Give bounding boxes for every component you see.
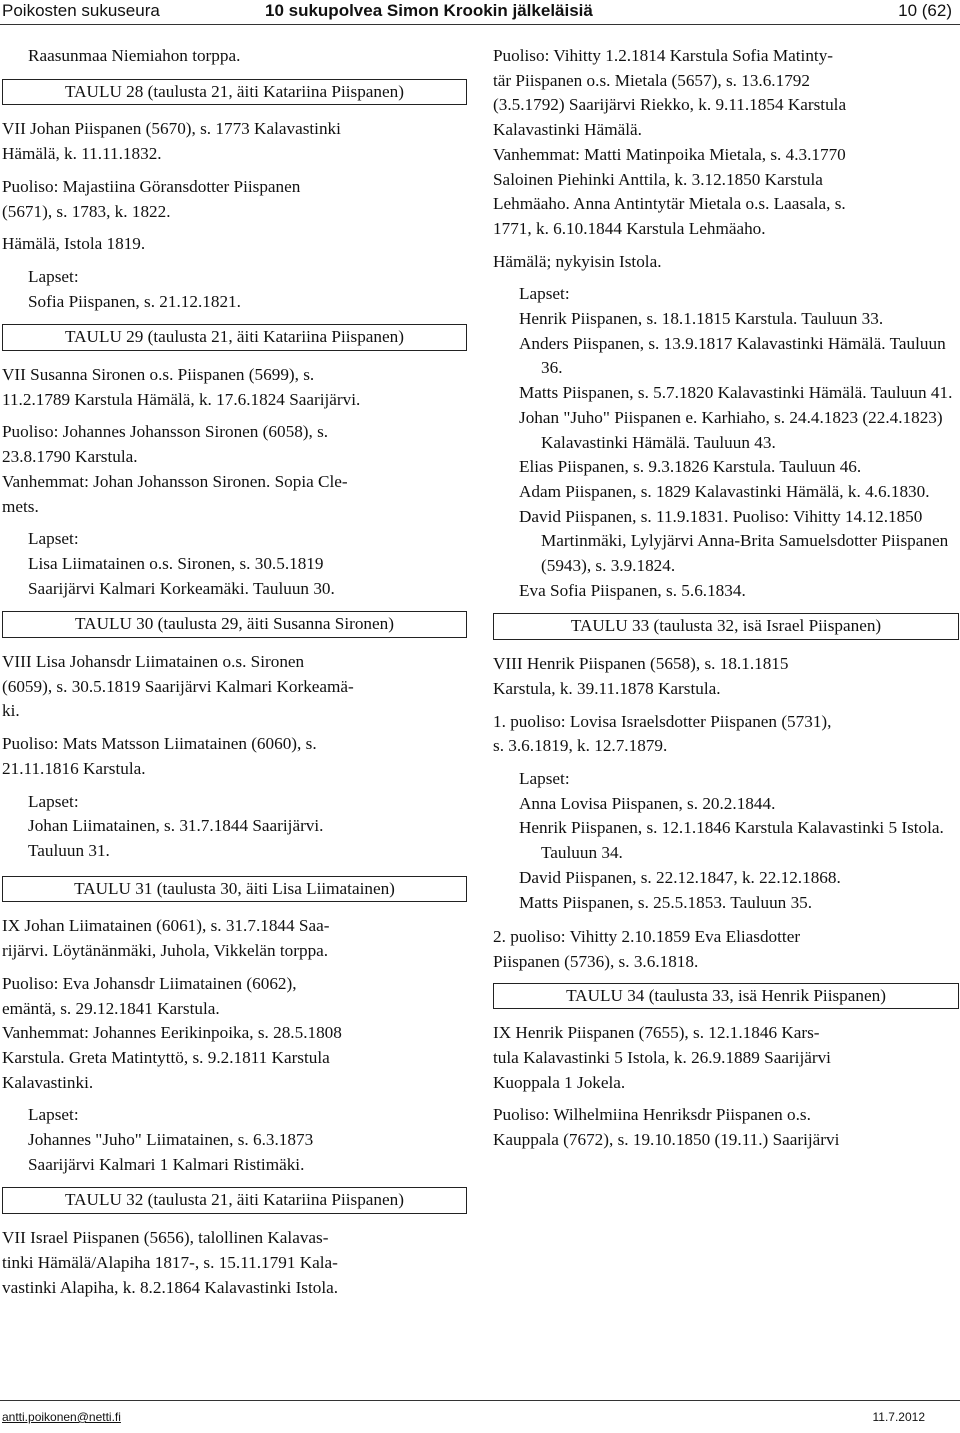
table-29-heading: TAULU 29 (taulusta 21, äiti Katariina Piispanen): [2, 324, 467, 351]
footer-date: 11.7.2012: [872, 1410, 925, 1424]
header-title: 10 sukupolvea Simon Krookin jälkeläisiä: [265, 1, 593, 20]
table-32-heading: TAULU 32 (taulusta 21, äiti Katariina Piispanen): [2, 1187, 467, 1214]
right-column: [493, 44, 959, 1161]
table-28-place: Hämälä, Istola 1819.: [2, 234, 146, 254]
header-page-number: 10 (62): [898, 1, 952, 20]
table-33-spouse-2: 2. puoliso: Vihitty 2.10.1859 Eva Eliasdotter Piispanen (5736), s. 3.6.1818.: [493, 927, 801, 971]
children-label: Lapset:: [28, 266, 79, 286]
child-entry: Johannes "Juho" Liimatainen, s. 6.3.1873: [28, 1130, 314, 1150]
footer-rule: [0, 1400, 960, 1401]
child-entry: Johan Liimatainen, s. 31.7.1844 Saarijärvi.: [28, 816, 324, 836]
table-34-spouse: Puoliso: Wilhelmiina Henriksdr Piispanen o.s. Kauppala (7672), s. 19.10.1850 (19.11.) Saarijärvi: [493, 1105, 840, 1150]
table-32-person: VII Israel Piispanen (5656), talollinen Kalavas- tinki Hämälä/Alapiha 1817-, s. 15.11.1791 Kala- vastinki Alapiha, k. 8.2.1864 Kalavastinki Istola.: [2, 1228, 339, 1297]
page-footer: [0, 1400, 960, 1430]
child-entry: Henrik Piispanen, s. 18.1.1815 Karstula. Tauluun 33.: [519, 309, 884, 329]
header-rule: [0, 24, 960, 25]
children-label: Lapset:: [28, 1105, 79, 1125]
table-31-spouse: Puoliso: Eva Johansdr Liimatainen (6062), emäntä, s. 29.12.1841 Karstula. Vanhemmat: Johannes Eerikinpoika, s. 28.5.1808 Karstula. Greta Matintyttö, s. 9.2.1811 Karstula Kalavastinki.: [2, 973, 342, 1092]
child-entry: Elias Piispanen, s. 9.3.1826 Karstula. Tauluun 46.: [519, 457, 862, 477]
page-header: [0, 0, 960, 24]
footer-email-link[interactable]: antti.poikonen@netti.fi: [2, 1410, 121, 1424]
table-30-heading: TAULU 30 (taulusta 29, äiti Susanna Sironen): [2, 611, 467, 638]
table-29-spouse: Puoliso: Johannes Johansson Sironen (6058), s. 23.8.1790 Karstula. Vanhemmat: Johan Johansson Sironen. Sopia Cle- mets.: [2, 422, 348, 516]
child-entry: Johan "Juho" Piispanen e. Karhiaho, s. 24.4.1823 (22.4.1823) Kalavastinki Hämälä. Tauluun 43.: [519, 407, 943, 452]
child-entry: Eva Sofia Piispanen, s. 5.6.1834.: [519, 580, 746, 600]
child-entry: Adam Piispanen, s. 1829 Kalavastinki Hämälä, k. 4.6.1830.: [519, 481, 930, 501]
table-29-person: VII Susanna Sironen o.s. Piispanen (5699), s. 11.2.1789 Karstula Hämälä, k. 17.6.1824 Saarijärvi.: [2, 365, 361, 409]
child-entry: Matts Piispanen, s. 5.7.1820 Kalavastinki Hämälä. Tauluun 41.: [519, 383, 953, 403]
child-entry: Anders Piispanen, s. 13.9.1817 Kalavastinki Hämälä. Tauluun 36.: [519, 333, 946, 378]
table-30-person: VIII Lisa Johansdr Liimatainen o.s. Sironen (6059), s. 30.5.1819 Saarijärvi Kalmari Korkeamä- ki.: [2, 652, 354, 721]
children-label: Lapset:: [519, 284, 570, 304]
table-28-heading: TAULU 28 (taulusta 21, äiti Katariina Piispanen): [2, 79, 467, 106]
table-32-spouse: Puoliso: Vihitty 1.2.1814 Karstula Sofia Matinty- tär Piispanen o.s. Mietala (5657), s. 13.6.1792 (3.5.1792) Saarijärvi Riekko, k. 9.11.1854 Karstula Kalavastinki Hämälä. Vanhemmat: Matti Matinpoika Mietala, s. 4.3.1770 Saloinen Piehinki Anttila, k. 3.12.1850 Karstula Lehmäaho. Anna Antintytär Mietala o.s. Laasala, s. 1771, k. 6.10.1844 Karstula Lehmäaho.: [493, 46, 847, 238]
table-34-person: IX Henrik Piispanen (7655), s. 12.1.1846 Kars- tula Kalavastinki 5 Istola, k. 26.9.1889 Saarijärvi Kuoppala 1 Jokela.: [493, 1023, 831, 1092]
child-entry: Henrik Piispanen, s. 12.1.1846 Karstula Kalavastinki 5 Istola. Tauluun 34.: [519, 818, 944, 863]
child-entry: David Piispanen, s. 11.9.1831. Puoliso: Vihitty 14.12.1850 Martinmäki, Lylyjärvi Anna-Brita Samuelsdotter Piispanen (5943), s. 3.9.1824.: [519, 506, 949, 576]
child-entry: Sofia Piispanen, s. 21.12.1821.: [28, 291, 241, 311]
left-column: [2, 44, 467, 1308]
children-label: Lapset:: [28, 791, 79, 811]
child-entry: David Piispanen, s. 22.12.1847, k. 22.12.1868.: [519, 867, 841, 887]
child-entry-cont: Saarijärvi Kalmari Korkeamäki. Tauluun 30.: [28, 578, 335, 598]
child-entry: Anna Lovisa Piispanen, s. 20.2.1844.: [519, 793, 776, 813]
table-33-person: VIII Henrik Piispanen (5658), s. 18.1.1815 Karstula, k. 39.11.1878 Karstula.: [493, 654, 789, 698]
table-34-heading: TAULU 34 (taulusta 33, isä Henrik Piispanen): [493, 983, 959, 1010]
table-30-spouse: Puoliso: Mats Matsson Liimatainen (6060), s. 21.11.1816 Karstula.: [2, 734, 317, 778]
child-entry: Lisa Liimatainen o.s. Sironen, s. 30.5.1819: [28, 553, 324, 573]
text-line: Raasunmaa Niemiahon torppa.: [28, 46, 241, 65]
table-28-spouse: Puoliso: Majastiina Göransdotter Piispanen (5671), s. 1783, k. 1822.: [2, 176, 301, 221]
children-label: Lapset:: [28, 529, 79, 549]
child-entry-cont: Tauluun 31.: [28, 840, 110, 860]
children-label: Lapset:: [519, 768, 570, 788]
child-entry-cont: Saarijärvi Kalmari 1 Kalmari Ristimäki.: [28, 1154, 305, 1174]
table-28-person: VII Johan Piispanen (5670), s. 1773 Kalavastinki Hämälä, k. 11.11.1832.: [2, 119, 341, 164]
table-31-person: IX Johan Liimatainen (6061), s. 31.7.1844 Saa- rijärvi. Löytänänmäki, Juhola, Vikkelän torppa.: [2, 916, 330, 961]
header-society: Poikosten sukuseura: [2, 1, 160, 20]
table-32-place: Hämälä; nykyisin Istola.: [493, 251, 662, 271]
table-33-spouse-1: 1. puoliso: Lovisa Israelsdotter Piispanen (5731), s. 3.6.1819, k. 12.7.1879.: [493, 711, 832, 756]
table-33-heading: TAULU 33 (taulusta 32, isä Israel Piispanen): [493, 613, 959, 640]
child-entry: Matts Piispanen, s. 25.5.1853. Tauluun 35.: [519, 892, 813, 912]
table-31-heading: TAULU 31 (taulusta 30, äiti Lisa Liimatainen): [2, 876, 467, 903]
